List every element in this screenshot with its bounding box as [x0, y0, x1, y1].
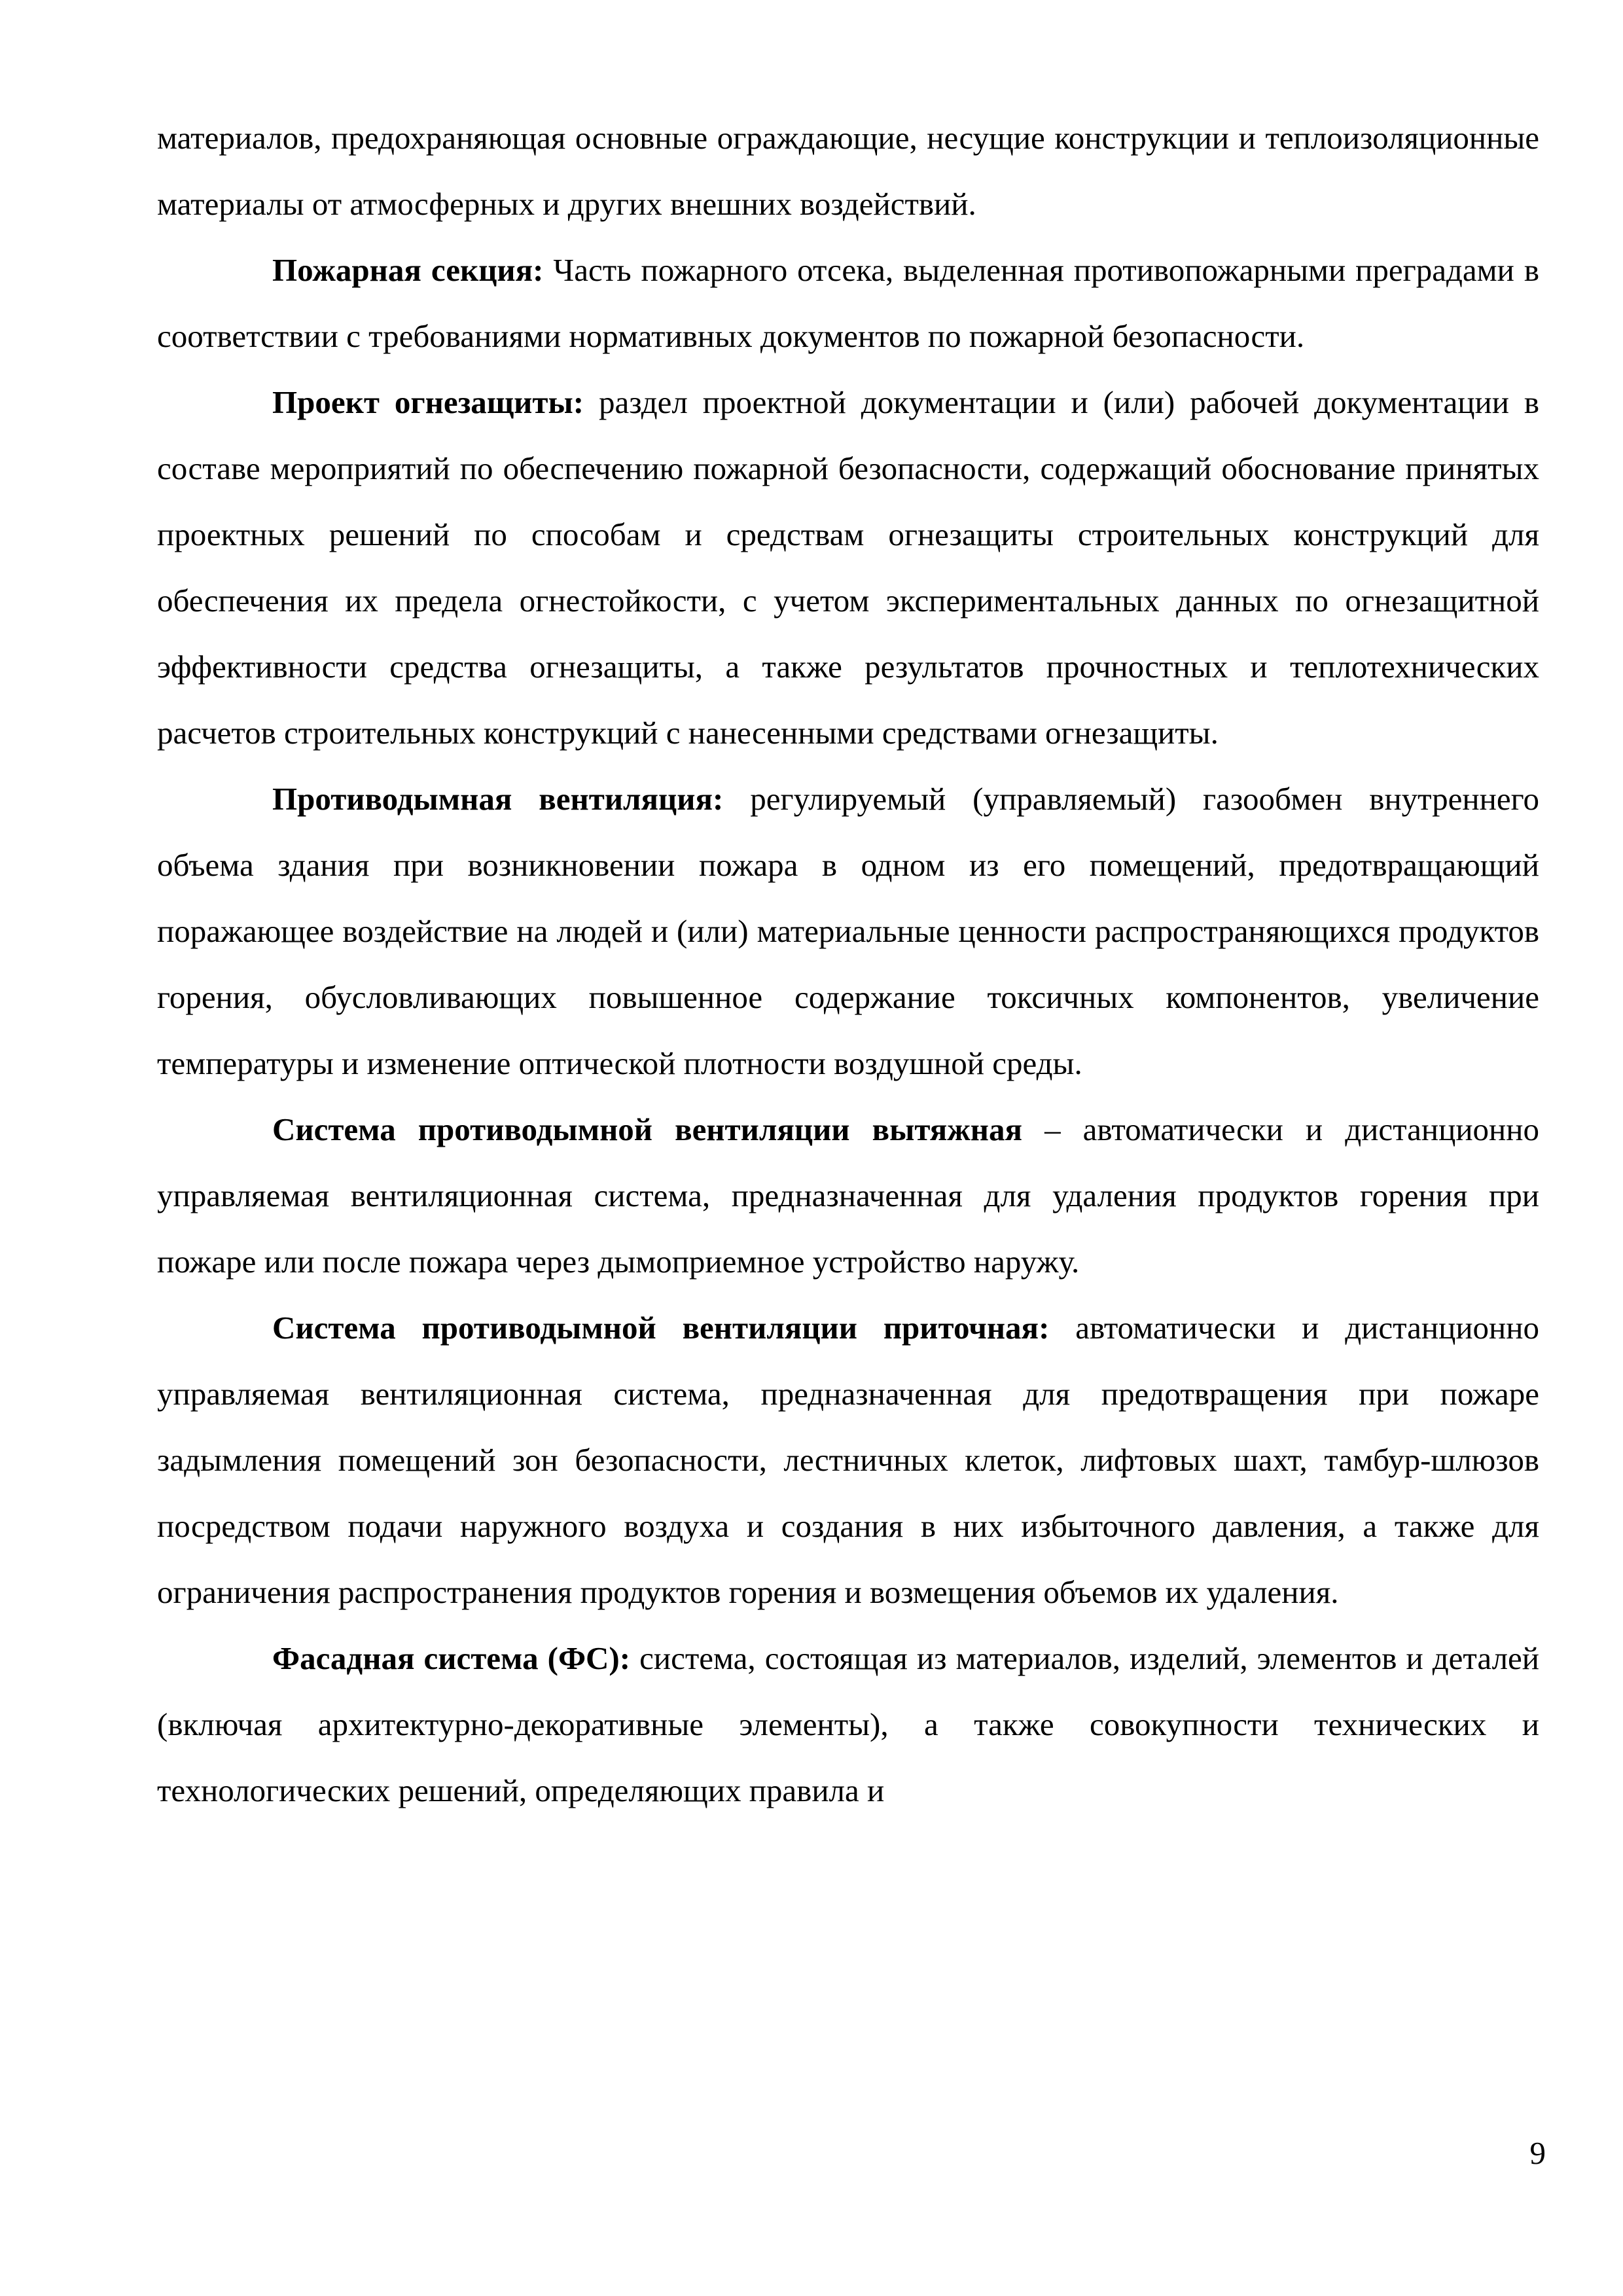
definition-facade-system: [157, 1625, 1539, 1823]
definition-text: система, состоящая из материалов, изделий, элементов и деталей (включая архитектурно-декоративные элементы), а также совокупности технических и технологических решений, определяющих правила и: [157, 1640, 1540, 1808]
definition-text: раздел проектной документации и (или) рабочей документации в составе мероприятий по обеспечению пожарной безопасности, содержащий обоснование принятых проектных решений по способам и средствам огнезащиты строительных конструкций для обеспечения их предела огнестойкости, с учетом экспериментальных данных по огнезащитной эффективности средства огнезащиты, а также результатов прочностных и теплотехнических расчетов строительных конструкций с нанесенными средствами огнезащиты.: [157, 384, 1539, 751]
continuation-paragraph: материалов, предохраняющая основные ограждающие, несущие конструкции и теплоизоляционные материалы от атмосферных и других внешних воздействий.: [157, 120, 1539, 222]
definition-term: Проект огнезащиты:: [272, 384, 584, 420]
definition-term: Пожарная секция:: [272, 252, 544, 288]
definition-supply-smoke-system: [157, 1295, 1539, 1625]
definition-term: Система противодымной вентиляции вытяжная: [272, 1111, 1023, 1147]
definition-smoke-ventilation: [157, 766, 1539, 1096]
definition-text: автоматически и дистанционно управляемая вентиляционная система, предназначенная для предотвращения при пожаре задымления помещений зон безопасности, лестничных клеток, лифтовых шахт, тамбур-шлюзов посредством подачи наружного воздуха и создания в них избыточного давления, а также для ограничения распространения продуктов горения и возмещения объемов их удаления.: [157, 1310, 1539, 1610]
definition-text: – автоматически и дистанционно управляемая вентиляционная система, предназначенная для удаления продуктов горения при пожаре или после пожара через дымоприемное устройство наружу.: [157, 1111, 1539, 1280]
definition-fire-section: [157, 237, 1539, 369]
page-number: 9: [1529, 2135, 1546, 2171]
definition-term: Фасадная система (ФС):: [272, 1640, 631, 1676]
definition-text: Часть пожарного отсека, выделенная противопожарными преградами в соответствии с требованиями нормативных документов по пожарной безопасности.: [157, 252, 1539, 354]
definition-term: Противодымная вентиляция:: [272, 781, 724, 817]
definition-text: регулируемый (управляемый) газообмен внутреннего объема здания при возникновении пожара в одном из его помещений, предотвращающий поражающее воздействие на людей и (или) материальные ценности распространяющихся продуктов горения, обусловливающих повышенное содержание токсичных компонентов, увеличение температуры и изменение оптической плотности воздушной среды.: [157, 781, 1539, 1081]
definition-term: Система противодымной вентиляции приточная:: [272, 1310, 1050, 1346]
definition-fire-protection-project: [157, 369, 1539, 766]
document-page: [157, 105, 1539, 1823]
definition-exhaust-smoke-system: [157, 1096, 1539, 1295]
